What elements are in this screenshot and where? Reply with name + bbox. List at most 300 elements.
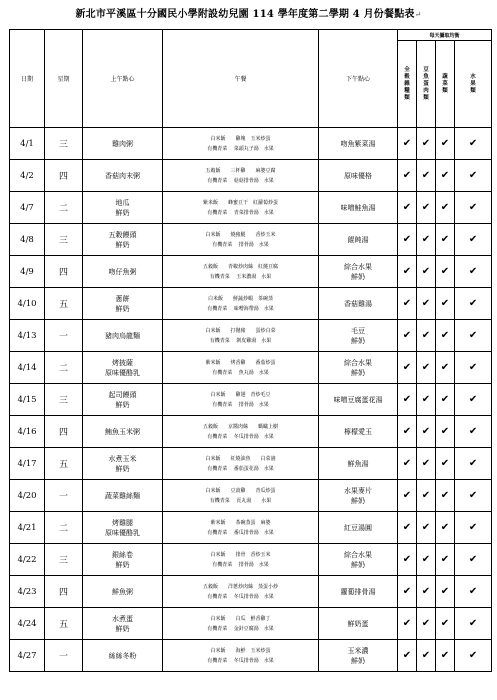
- am-snack-cell: [83, 288, 163, 320]
- cell-line: 豬肉烏龍麵: [105, 331, 140, 340]
- table-row: [10, 352, 492, 384]
- lunch-cell: [163, 544, 319, 576]
- cell-line: 五穀飯 青椒炒肉絲 紅燒豆腐: [202, 263, 278, 270]
- cell-line: 白米飯 豆豉雞 青瓜炒蛋: [205, 487, 276, 494]
- check-protein: [417, 512, 436, 544]
- cell-line: 鮮奶: [115, 624, 130, 633]
- check-icon: ✔: [440, 586, 450, 597]
- check-fruit: [455, 352, 492, 384]
- check-grains: [398, 608, 417, 640]
- check-icon: ✔: [468, 394, 478, 405]
- weekday-cell: 四: [45, 416, 83, 448]
- lunch-cell: [163, 608, 319, 640]
- am-snack-cell: [83, 320, 163, 352]
- date-cell: 4/10: [10, 288, 45, 320]
- cell-line: 有機青菜 冬瓜排骨湯 水果: [207, 433, 274, 440]
- lunch-cell: [163, 576, 319, 608]
- am-snack-cell: [83, 192, 163, 224]
- check-icon: ✔: [468, 618, 478, 629]
- cell-line: 鮮奶: [351, 496, 365, 505]
- cell-line: 烤雞腿: [112, 518, 133, 527]
- check-protein: [417, 320, 436, 352]
- pm-snack-cell: [319, 416, 398, 448]
- check-icon: ✔: [402, 650, 412, 661]
- vertical-char: 糧: [404, 87, 410, 94]
- header-weekday: 星期: [45, 30, 83, 128]
- cell-line: 紅豆湯圓: [344, 523, 372, 532]
- check-fruit: [455, 512, 492, 544]
- date-cell: 4/1: [10, 128, 45, 160]
- cell-line: 鮮奶: [351, 336, 365, 345]
- check-icon: ✔: [440, 650, 450, 661]
- check-icon: ✔: [468, 138, 478, 149]
- table-row: [10, 320, 492, 352]
- check-protein: [417, 192, 436, 224]
- weekday-cell: 一: [45, 480, 83, 512]
- cell-line: 綜合水果: [344, 550, 372, 559]
- check-icon: ✔: [468, 650, 478, 661]
- cell-line: 紫米飯 烤香雞 番茄炒蛋: [205, 359, 276, 366]
- pm-snack-cell: [319, 160, 398, 192]
- check-grains: [398, 192, 417, 224]
- weekday-cell: 二: [45, 192, 83, 224]
- check-icon: ✔: [440, 330, 450, 341]
- menu-title-text: 新北市平溪區十分國民小學附設幼兒園 114 學年度第二學期 4 月份餐點表: [75, 9, 415, 20]
- check-grains: [398, 576, 417, 608]
- check-fruit: [455, 192, 492, 224]
- check-grains: [398, 640, 417, 672]
- check-icon: ✔: [421, 394, 431, 405]
- check-icon: ✔: [468, 490, 478, 501]
- header-am-snack: 上午點心: [83, 30, 163, 128]
- check-fruit: [455, 128, 492, 160]
- cell-line: 起司饅頭: [108, 390, 137, 399]
- check-icon: ✔: [421, 522, 431, 533]
- lunch-cell: [163, 448, 319, 480]
- check-protein: [417, 480, 436, 512]
- am-snack-cell: [83, 256, 163, 288]
- date-cell: 4/15: [10, 384, 45, 416]
- weekday-cell: 二: [45, 512, 83, 544]
- check-grains: [398, 416, 417, 448]
- check-icon: ✔: [440, 266, 450, 277]
- cell-line: 五穀飯 洋蔥炒肉絲 蒸蛋小炒: [202, 583, 278, 590]
- check-icon: ✔: [402, 426, 412, 437]
- cell-line: 水煮蛋: [112, 614, 133, 623]
- weekday-cell: 三: [45, 544, 83, 576]
- check-icon: ✔: [402, 330, 412, 341]
- check-icon: ✔: [421, 330, 431, 341]
- cell-line: 味噌豆腐蛋花湯: [333, 395, 383, 404]
- check-fruit: [455, 256, 492, 288]
- cell-line: 絲絲冬粉: [108, 651, 137, 660]
- check-protein: [417, 288, 436, 320]
- vertical-char: 類: [423, 94, 429, 101]
- cell-line: 檸檬愛玉: [344, 427, 372, 436]
- check-icon: ✔: [421, 202, 431, 213]
- check-protein: [417, 352, 436, 384]
- check-icon: ✔: [421, 138, 431, 149]
- check-icon: ✔: [402, 170, 412, 181]
- lunch-cell: [163, 320, 319, 352]
- vertical-char: 全: [404, 66, 410, 73]
- cell-line: 鮮奶: [351, 368, 365, 377]
- check-icon: ✔: [421, 298, 431, 309]
- table-row: [10, 256, 492, 288]
- weekday-cell: 四: [45, 256, 83, 288]
- table-row: [10, 288, 492, 320]
- header-row: [10, 30, 492, 41]
- weekday-cell: 二: [45, 352, 83, 384]
- header-pm-snack: 下午點心: [319, 30, 398, 128]
- check-fruit: [455, 480, 492, 512]
- cell-line: 蔥餅: [115, 294, 130, 303]
- check-icon: ✔: [421, 234, 431, 245]
- cell-line: 玉米濃: [347, 646, 369, 655]
- check-vegetables: [436, 192, 455, 224]
- am-snack-cell: [83, 352, 163, 384]
- am-snack-cell: [83, 128, 163, 160]
- pm-snack-cell: [319, 320, 398, 352]
- am-snack-cell: [83, 544, 163, 576]
- cell-line: 銀絲卷: [112, 550, 133, 559]
- am-snack-cell: [83, 416, 163, 448]
- check-icon: ✔: [468, 554, 478, 565]
- am-snack-cell: [83, 224, 163, 256]
- header-lunch: 午餐: [163, 30, 319, 128]
- check-icon: ✔: [440, 138, 450, 149]
- table-row: [10, 448, 492, 480]
- cell-line: 有機青菜 冬瓜排骨湯 水果: [207, 657, 274, 664]
- check-grains: [398, 384, 417, 416]
- check-grains: [398, 160, 417, 192]
- check-fruit: [455, 320, 492, 352]
- table-row: [10, 416, 492, 448]
- cell-line: 吻仔魚粥: [108, 267, 137, 276]
- lunch-cell: [163, 128, 319, 160]
- vertical-char: 果: [470, 80, 476, 87]
- cell-line: 鮮魚湯: [347, 459, 369, 468]
- check-grains: [398, 256, 417, 288]
- check-grains: [398, 224, 417, 256]
- check-icon: ✔: [421, 650, 431, 661]
- cell-line: 香菇肉末粥: [105, 171, 140, 180]
- pm-snack-cell: [319, 256, 398, 288]
- check-fruit: [455, 160, 492, 192]
- cell-line: 水果麥片: [344, 486, 372, 495]
- check-protein: [417, 416, 436, 448]
- check-vegetables: [436, 416, 455, 448]
- check-vegetables: [436, 480, 455, 512]
- pm-snack-cell: [319, 384, 398, 416]
- check-grains: [398, 448, 417, 480]
- header-food-groups: 每天攝取均衡: [398, 30, 492, 41]
- check-icon: ✔: [402, 298, 412, 309]
- check-icon: ✔: [421, 170, 431, 181]
- check-icon: ✔: [468, 330, 478, 341]
- table-row: [10, 544, 492, 576]
- vertical-char: 雜: [404, 80, 410, 87]
- cell-line: 有機青菜 魚丸湯 水果: [212, 369, 269, 376]
- cell-line: 有機青菜 番茄蛋花湯 水果: [207, 465, 274, 472]
- paragraph-mark-icon: ↵: [414, 10, 422, 19]
- am-snack-cell: [83, 448, 163, 480]
- vertical-char: 蔬: [442, 73, 448, 80]
- check-vegetables: [436, 128, 455, 160]
- vertical-char: 菜: [442, 80, 448, 87]
- cell-line: 鮮奶: [351, 272, 365, 281]
- check-protein: [417, 128, 436, 160]
- check-icon: ✔: [468, 586, 478, 597]
- check-protein: [417, 160, 436, 192]
- lunch-cell: [163, 416, 319, 448]
- cell-line: 餛飩湯: [347, 235, 369, 244]
- check-icon: ✔: [402, 362, 412, 373]
- check-fruit: [455, 448, 492, 480]
- weekday-cell: 三: [45, 384, 83, 416]
- table-row: [10, 384, 492, 416]
- menu-rows: [10, 128, 492, 672]
- vertical-char: 類: [442, 87, 448, 94]
- am-snack-cell: [83, 160, 163, 192]
- date-cell: 4/8: [10, 224, 45, 256]
- table-row: [10, 480, 492, 512]
- check-icon: ✔: [421, 554, 431, 565]
- cell-line: 白米飯 鮮蔬炒蝦 茶碗蒸: [207, 295, 273, 302]
- lunch-cell: [163, 640, 319, 672]
- am-snack-cell: [83, 640, 163, 672]
- check-icon: ✔: [421, 618, 431, 629]
- check-icon: ✔: [440, 362, 450, 373]
- weekday-cell: 四: [45, 160, 83, 192]
- check-icon: ✔: [468, 458, 478, 469]
- cell-line: 有機青菜 排骨湯 水果: [212, 241, 269, 248]
- vertical-char: 蛋: [423, 80, 429, 87]
- cell-line: 鮮奶蛋: [347, 619, 369, 628]
- check-protein: [417, 448, 436, 480]
- check-grains: [398, 544, 417, 576]
- check-grains: [398, 480, 417, 512]
- header-grains: [398, 41, 417, 128]
- cell-line: 水煮玉米: [108, 454, 137, 463]
- check-vegetables: [436, 224, 455, 256]
- check-icon: ✔: [440, 394, 450, 405]
- check-vegetables: [436, 608, 455, 640]
- pm-snack-cell: [319, 448, 398, 480]
- check-icon: ✔: [421, 266, 431, 277]
- check-icon: ✔: [440, 458, 450, 469]
- table-row: [10, 192, 492, 224]
- date-cell: 4/24: [10, 608, 45, 640]
- check-icon: ✔: [421, 586, 431, 597]
- meal-schedule-table: [9, 29, 492, 672]
- cell-line: 地瓜: [115, 198, 130, 207]
- cell-line: 綜合水果: [344, 358, 372, 367]
- check-icon: ✔: [440, 234, 450, 245]
- cell-line: 有機青菜 貢丸湯 水果: [209, 497, 272, 504]
- check-fruit: [455, 608, 492, 640]
- check-protein: [417, 224, 436, 256]
- table-row: [10, 608, 492, 640]
- cell-line: 原味優格: [344, 171, 372, 180]
- check-fruit: [455, 544, 492, 576]
- table-row: [10, 576, 492, 608]
- check-icon: ✔: [440, 490, 450, 501]
- pm-snack-cell: [319, 288, 398, 320]
- lunch-cell: [163, 480, 319, 512]
- check-icon: ✔: [468, 362, 478, 373]
- cell-line: 鮪魚玉米粥: [105, 427, 140, 436]
- check-vegetables: [436, 384, 455, 416]
- cell-line: 雞肉粥: [112, 139, 133, 148]
- weekday-cell: 四: [45, 576, 83, 608]
- check-grains: [398, 128, 417, 160]
- cell-line: 鮮奶: [115, 560, 130, 569]
- check-vegetables: [436, 448, 455, 480]
- check-fruit: [455, 224, 492, 256]
- cell-line: 有機青菜 番瓜排骨湯 水果: [207, 529, 274, 536]
- pm-snack-cell: [319, 512, 398, 544]
- cell-line: 有機青菜 冬瓜排骨湯 水果: [207, 593, 274, 600]
- check-icon: ✔: [440, 618, 450, 629]
- check-vegetables: [436, 512, 455, 544]
- cell-line: 白米飯 燒豬腿 香炒玉米: [205, 231, 276, 238]
- cell-line: 白米飯 雞翅 青炒毛豆: [210, 391, 271, 398]
- check-icon: ✔: [421, 426, 431, 437]
- pm-snack-cell: [319, 128, 398, 160]
- table-row: [10, 128, 492, 160]
- weekday-cell: 一: [45, 320, 83, 352]
- cell-line: 白米飯 雞塊 玉米炒蛋: [210, 135, 271, 142]
- check-grains: [398, 512, 417, 544]
- pm-snack-cell: [319, 608, 398, 640]
- lunch-cell: [163, 256, 319, 288]
- check-fruit: [455, 416, 492, 448]
- date-cell: 4/17: [10, 448, 45, 480]
- table-row: [10, 640, 492, 672]
- cell-line: 白米飯 海鮮 玉米炒蛋: [210, 647, 271, 654]
- lunch-cell: [163, 192, 319, 224]
- check-vegetables: [436, 576, 455, 608]
- vertical-char: 魚: [423, 73, 429, 80]
- date-cell: 4/9: [10, 256, 45, 288]
- check-icon: ✔: [468, 298, 478, 309]
- weekday-cell: 五: [45, 448, 83, 480]
- check-protein: [417, 576, 436, 608]
- cell-line: 鮮奶: [115, 208, 130, 217]
- cell-line: 有機青菜 剝皮雞湯 水果: [209, 337, 272, 344]
- check-fruit: [455, 384, 492, 416]
- cell-line: 白米飯 打拋豬 蛋炒白菜: [205, 327, 276, 334]
- check-grains: [398, 288, 417, 320]
- check-icon: ✔: [421, 490, 431, 501]
- cell-line: 原味優酪乳: [105, 368, 140, 377]
- cell-line: 鮮魚粥: [112, 587, 133, 596]
- cell-line: 烤披薩: [112, 358, 133, 367]
- am-snack-cell: [83, 512, 163, 544]
- date-cell: 4/23: [10, 576, 45, 608]
- cell-line: 五穀飯 京醬肉絲 螞蟻上樹: [202, 423, 278, 430]
- check-icon: ✔: [421, 458, 431, 469]
- date-cell: 4/2: [10, 160, 45, 192]
- header-vegetables: [436, 41, 455, 128]
- check-fruit: [455, 576, 492, 608]
- cell-line: 紫米飯 茶碗蒸蛋 麻婆: [210, 519, 271, 526]
- check-icon: ✔: [402, 234, 412, 245]
- cell-line: 鮮奶: [115, 304, 130, 313]
- check-icon: ✔: [402, 458, 412, 469]
- check-icon: ✔: [468, 426, 478, 437]
- cell-line: 有機青菜 排骨湯 水果: [212, 401, 269, 408]
- check-fruit: [455, 640, 492, 672]
- check-protein: [417, 256, 436, 288]
- check-protein: [417, 608, 436, 640]
- weekday-cell: 五: [45, 608, 83, 640]
- pm-snack-cell: [319, 576, 398, 608]
- lunch-cell: [163, 160, 319, 192]
- weekday-cell: 三: [45, 224, 83, 256]
- table-row: [10, 224, 492, 256]
- weekday-cell: 五: [45, 288, 83, 320]
- cell-line: 有機青菜 菜頭丸子湯 水果: [207, 145, 274, 152]
- check-icon: ✔: [440, 298, 450, 309]
- header-protein: [417, 41, 436, 128]
- cell-line: 綜合水果: [344, 262, 372, 271]
- vertical-char: 豆: [423, 66, 429, 73]
- check-icon: ✔: [402, 522, 412, 533]
- check-icon: ✔: [440, 522, 450, 533]
- cell-line: 有機青菜 菇菇排骨湯 水果: [207, 177, 274, 184]
- cell-line: 吻魚紫菜湯: [340, 139, 376, 148]
- cell-line: 鮮奶: [351, 560, 365, 569]
- check-vegetables: [436, 640, 455, 672]
- am-snack-cell: [83, 608, 163, 640]
- check-fruit: [455, 288, 492, 320]
- check-icon: ✔: [402, 618, 412, 629]
- cell-line: 五穀飯 三杯雞 麻婆豆腐: [205, 167, 276, 174]
- check-icon: ✔: [402, 266, 412, 277]
- date-cell: 4/20: [10, 480, 45, 512]
- check-icon: ✔: [402, 202, 412, 213]
- check-icon: ✔: [468, 170, 478, 181]
- date-cell: 4/21: [10, 512, 45, 544]
- vertical-char: 類: [404, 94, 410, 101]
- am-snack-cell: [83, 480, 163, 512]
- check-icon: ✔: [402, 138, 412, 149]
- check-vegetables: [436, 160, 455, 192]
- weekday-cell: 三: [45, 128, 83, 160]
- vertical-char: 水: [470, 73, 476, 80]
- cell-line: 鮮奶: [115, 400, 130, 409]
- vertical-char: 穀: [404, 73, 410, 80]
- check-vegetables: [436, 256, 455, 288]
- header-fruit: [455, 41, 492, 128]
- check-icon: ✔: [402, 394, 412, 405]
- cell-line: 鮮奶: [351, 656, 365, 665]
- check-icon: ✔: [440, 426, 450, 437]
- cell-line: 蘿蔔排骨湯: [340, 587, 376, 596]
- cell-line: 有機青菜 金針豆腐湯 水果: [207, 625, 274, 632]
- pm-snack-cell: [319, 224, 398, 256]
- cell-line: 香菇雞湯: [344, 299, 372, 308]
- date-cell: 4/22: [10, 544, 45, 576]
- header-date: 日期: [10, 30, 45, 128]
- cell-line: 有機青菜 玉米濃湯 水果: [209, 273, 272, 280]
- date-cell: 4/16: [10, 416, 45, 448]
- cell-line: 有機青菜 排骨湯 水果: [212, 561, 269, 568]
- check-icon: ✔: [421, 362, 431, 373]
- check-vegetables: [436, 288, 455, 320]
